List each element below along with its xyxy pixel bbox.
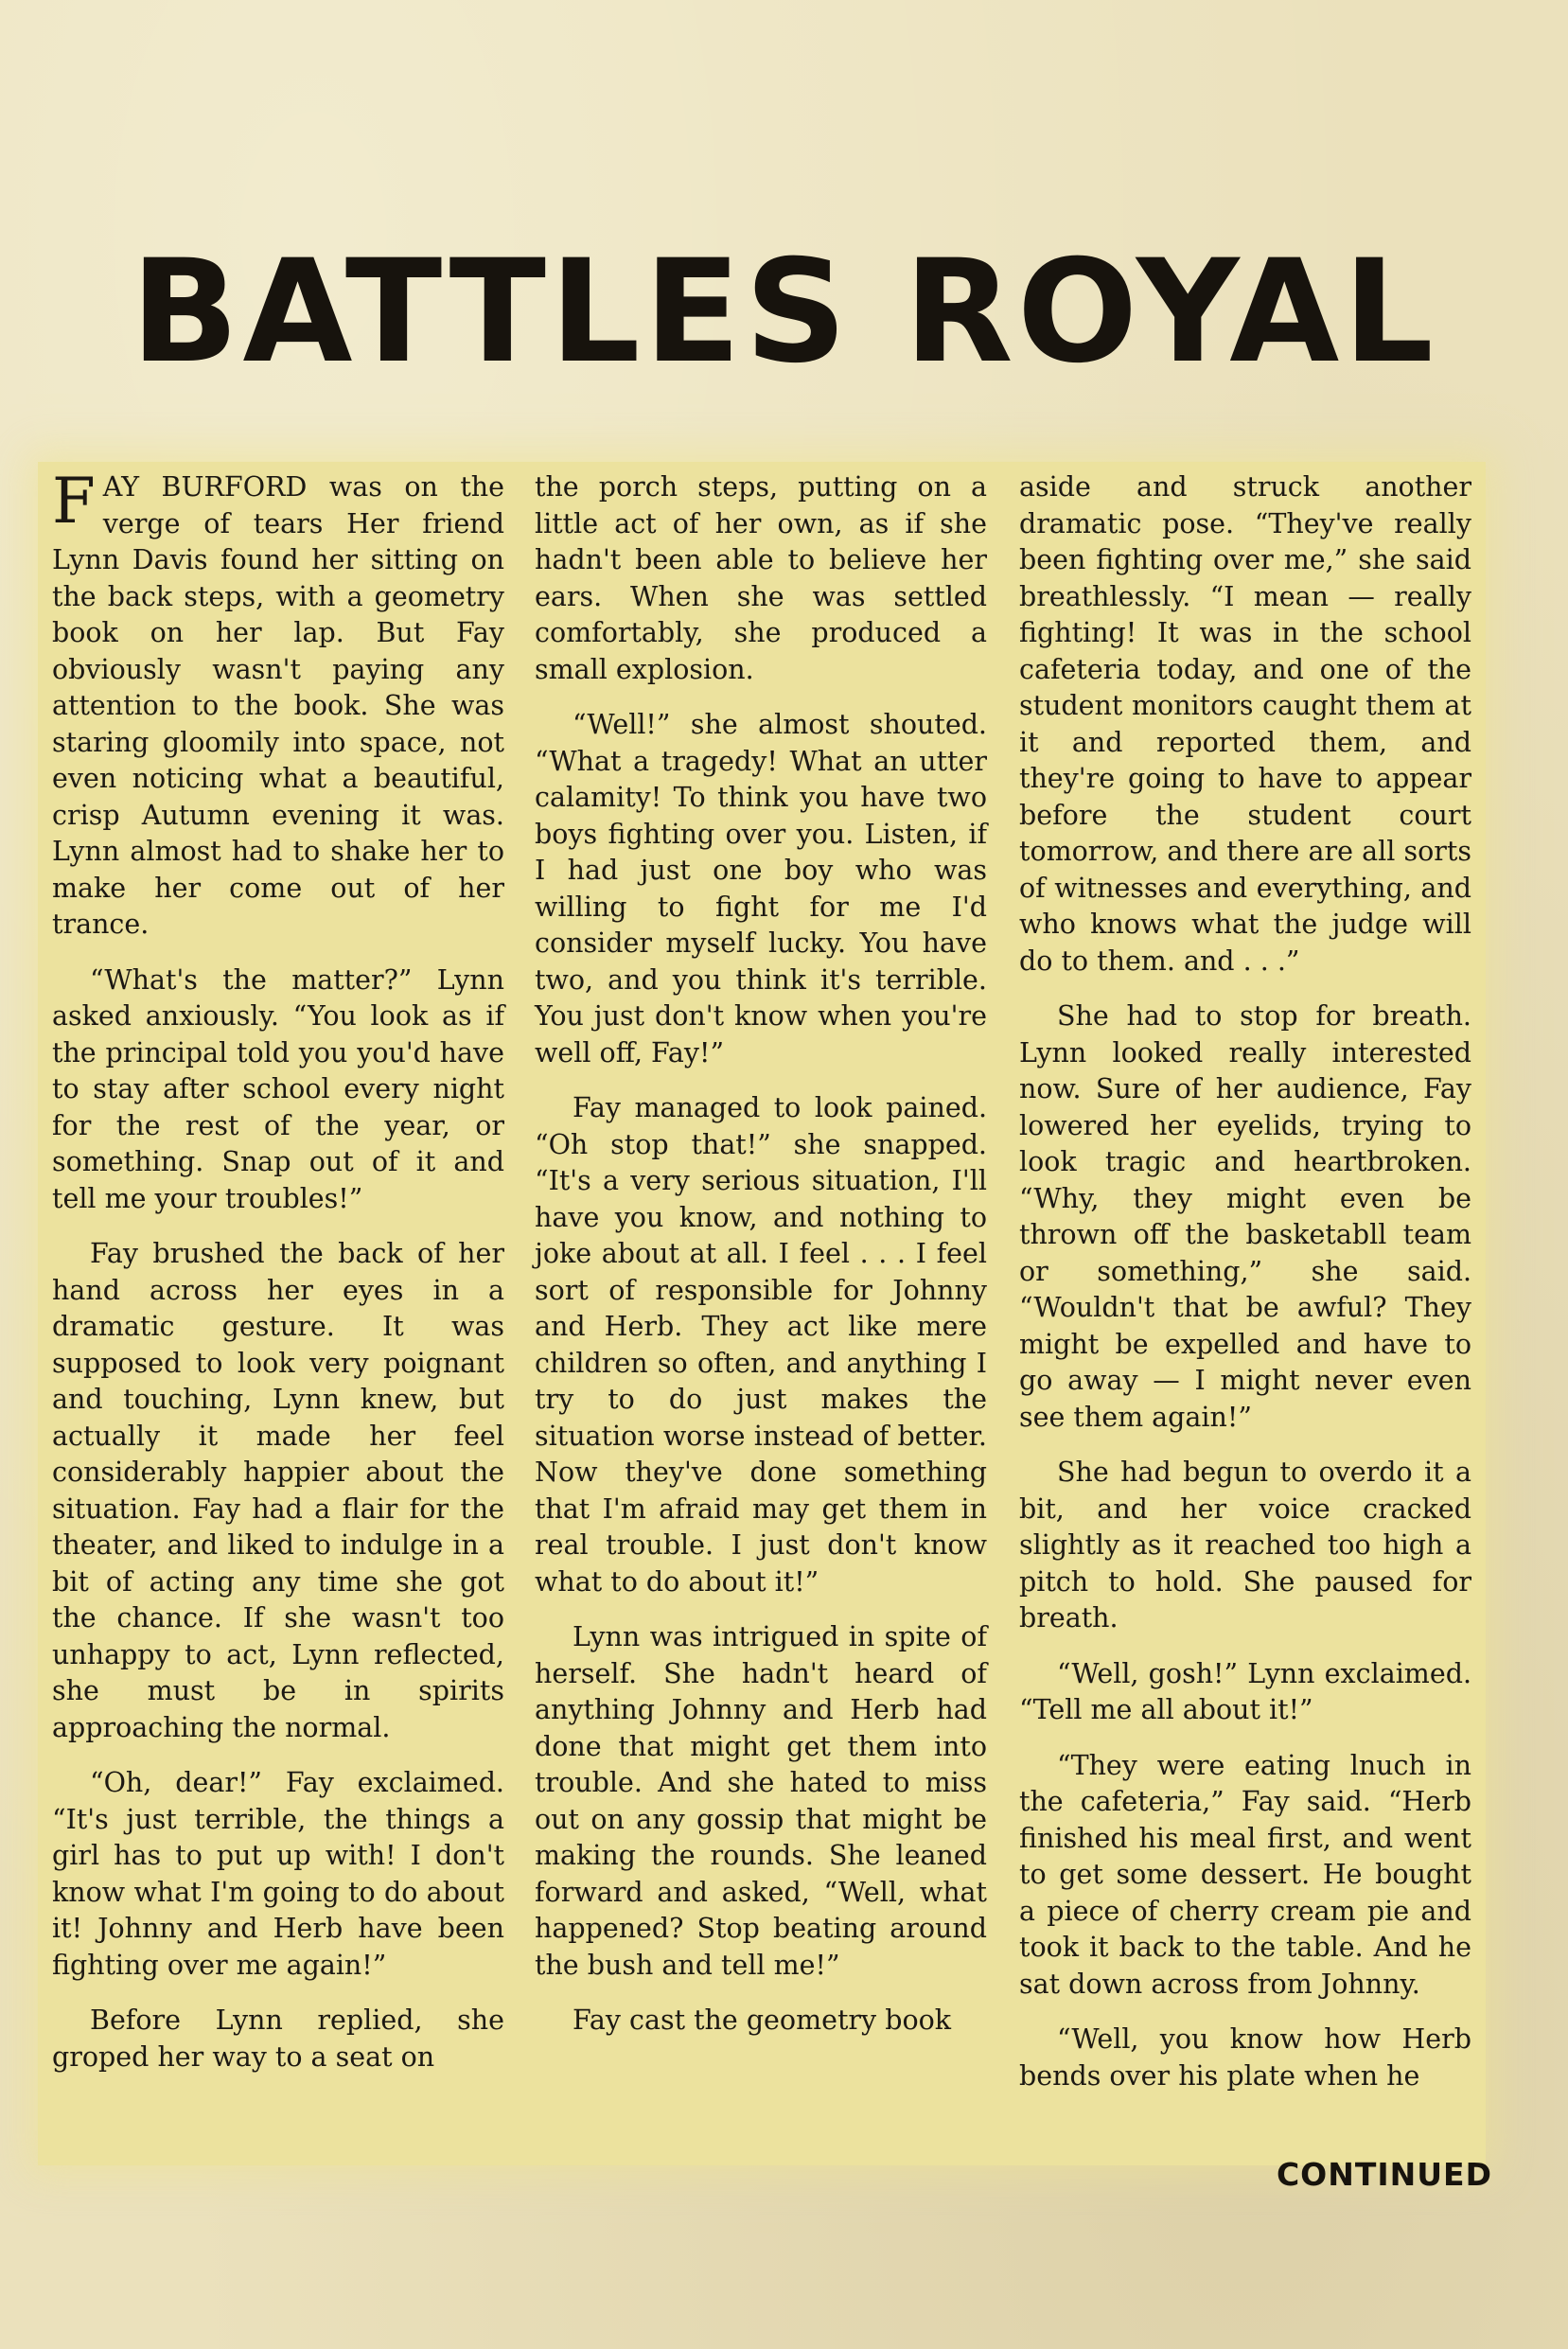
lead-in-caps: AY BURFORD [102,471,308,503]
drop-cap: F [52,465,96,538]
paragraph: She had begun to overdo it a bit, and her voice cracked slightly as it reached too high a pitch to hold. She paused for breath. [1019,1457,1471,1634]
paragraph [52,465,504,944]
paragraph: Fay managed to look pained. “Oh stop that!” she snapped. “It's a very serious situation, I'll have you know, and nothing to joke about at all. I feel . . . I feel sort of responsible for Johnny and Herb. They act like mere children so often, and anything I try to do just makes the situation worse instead of better. Now they've done something that I'm afraid may get them in real trouble. I just don't know what to do about it!” [535,1092,987,1598]
paragraph: She had to stop for breath. Lynn looked really interested now. Sure of her audience, Fay lowered her eyelids, trying to look tragic and heartbroken. “Why, they might even be thrown off the basketabll team or something,” she said. “Wouldn't that be awful? They might be expelled and have to go away — I might never even see them again!” [1019,1000,1471,1433]
paragraph: Before Lynn replied, she groped her way to a seat on [52,2005,504,2073]
text-column-1 [52,465,504,2094]
text-column-2 [535,469,987,2058]
paragraph: “Well, gosh!” Lynn exclaimed. “Tell me all about it!” [1019,1657,1471,1725]
paragraph: the porch steps, putting on a little act of her own, as if she hadn't been able to believe her ears. When she was settled comfortably, she produced a small explosion. [535,471,987,685]
paragraph: Fay cast the geometry book [573,2005,952,2036]
paragraph-text: was on the verge of tears Her friend Lynn Davis found her sitting on the back steps, with a geometry book on her lap. But Fay obviously wasn't paying any attention to the book. She was staring gloomily into space, not even noticing what a beautiful, crisp Autumn evening it was. Lynn almost had to shake her to make her come out of her trance. [52,471,504,940]
text-column-3 [1019,469,1471,2113]
paragraph: Fay brushed the back of her hand across her eyes in a dramatic gesture. It was supposed to look very poignant and touching, Lynn knew, but actually it made her feel considerably happier about the situation. Fay had a flair for the theater, and liked to indulge in a bit of acting any time she got the chance. If she wasn't too unhappy to act, Lynn reflected, she must be in spirits approaching the normal. [52,1238,504,1743]
paragraph: “They were eating lnuch in the cafeteria,” Fay said. “Herb finished his meal first, and went to get some dessert. He bought a piece of cherry cream pie and took it back to the table. And he sat down across from Johnny. [1019,1749,1471,2000]
paragraph: “Oh, dear!” Fay exclaimed. “It's just terrible, the things a girl has to put up with! I don't know what I'm going to do about it! Johnny and Herb have been fighting over me again!” [52,1767,504,1981]
paragraph: “What's the matter?” Lynn asked anxiously. “You look as if the principal told you you'd have to stay after school every night for the rest of the year, or something. Snap out of it and tell me your troubles!” [52,963,504,1214]
story-title: BATTLES ROYAL [131,230,1437,395]
paragraph: “Well, you know how Herb bends over his plate when he [1019,2023,1471,2092]
paragraph: Lynn was intrigued in spite of herself. She hadn't heard of anything Johnny and Herb had done that might get them into trouble. And she hated to miss out on any gossip that might be making the rounds. She leaned forward and asked, “Well, what happened? Stop beating around the bush and tell me!” [535,1621,987,1981]
paragraph: “Well!” she almost shouted. “What a tragedy! What an utter calamity! To think you have two boys fighting over you. Listen, if I had just one boy who was willing to fight for me I'd consider myself lucky. You have two, and you think it's terrible. You just don't know when you're well off, Fay!” [535,709,987,1069]
paragraph: aside and struck another dramatic pose. “They've really been fighting over me,” she said breathlessly. “I mean — really fighting! It was in the school cafeteria today, and one of the student monitors caught them at it and reported them, and they're going to have to appear before the student court tomorrow, and there are all sorts of witnesses and everything, and who knows what the judge will do to them. and . . .” [1019,471,1471,977]
continued-label: CONTINUED [1276,2156,1492,2193]
